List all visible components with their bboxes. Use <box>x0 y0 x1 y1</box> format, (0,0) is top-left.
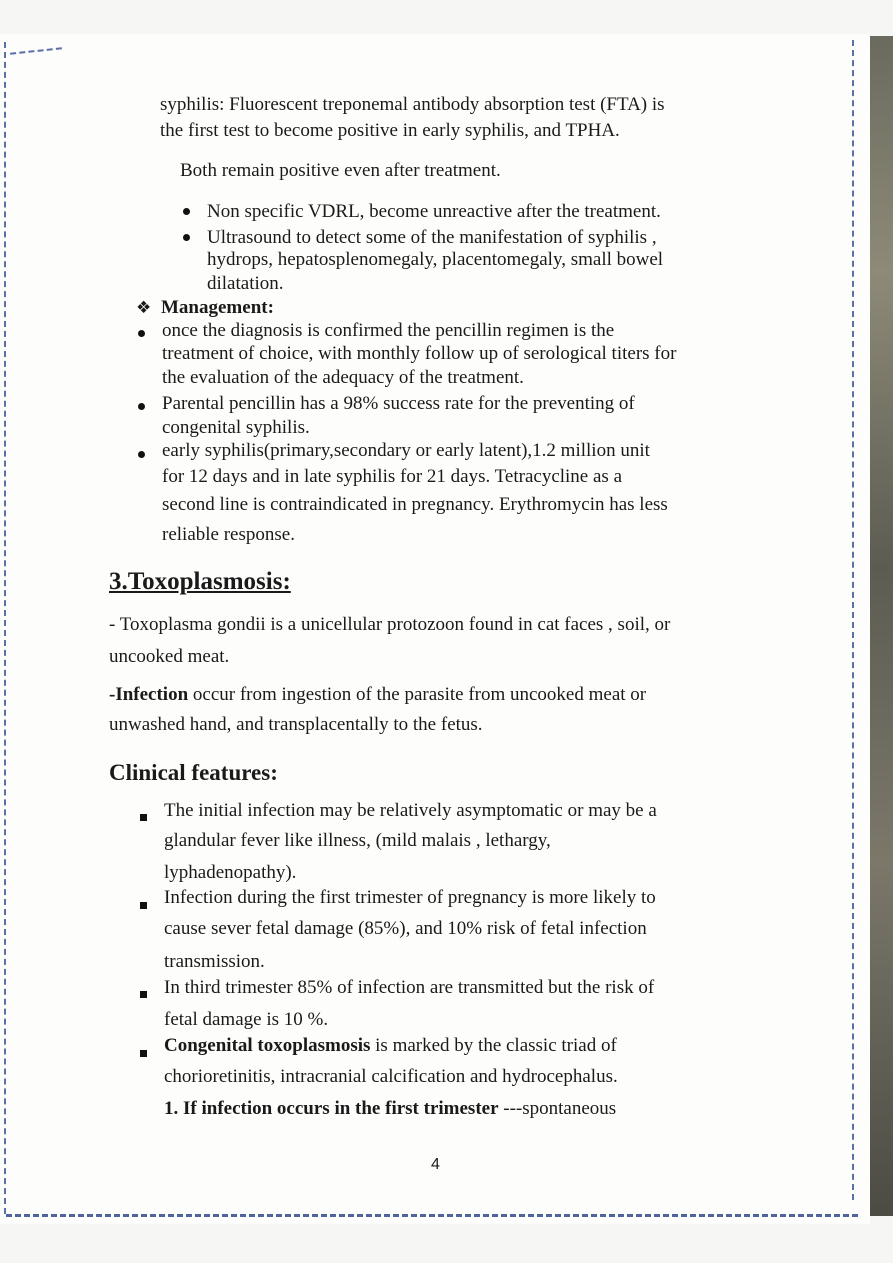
toxoplasmosis-heading: 3.Toxoplasmosis: <box>109 568 291 595</box>
syphilis-bullet-2-line-2: hydrops, hepatosplenomegaly, placentomegaly, small bowel <box>207 249 664 270</box>
bullet-square <box>140 902 147 909</box>
bullet-square <box>140 1050 147 1057</box>
management-bullet-2-line-2: congenital syphilis. <box>162 417 310 438</box>
clinical-bullet-3-line-1: In third trimester 85% of infection are transmitted but the risk of <box>164 977 655 998</box>
clinical-bullet-2-line-2: cause sever fetal damage (85%), and 10% risk of fetal infection <box>164 918 647 939</box>
management-bullet-1-line-3: the evaluation of the adequacy of the treatment. <box>162 367 524 388</box>
bullet-square <box>140 814 147 821</box>
toxo-infection-line-1 <box>109 684 646 706</box>
management-heading: Management: <box>161 297 274 318</box>
page-number: 4 <box>431 1156 440 1173</box>
congenital-toxoplasmosis-label: Congenital toxoplasmosis <box>164 1035 371 1056</box>
bullet-dot <box>138 330 145 337</box>
numbered-item-1 <box>164 1098 616 1120</box>
bullet-dot <box>183 234 190 241</box>
clinical-bullet-1-line-1: The initial infection may be relatively asymptomatic or may be a <box>164 800 657 821</box>
toxo-intro-line-1: - Toxoplasma gondii is a unicellular protozoon found in cat faces , soil, or <box>109 614 671 635</box>
syphilis-bullet-2-line-3: dilatation. <box>207 273 284 294</box>
clinical-bullet-1-line-3: lyphadenopathy). <box>164 862 297 883</box>
syphilis-bullet-1: Non specific VDRL, become unreactive after the treatment. <box>207 201 661 222</box>
congenital-toxoplasmosis-text: is marked by the classic triad of <box>370 1035 617 1056</box>
numbered-item-1-text: ---spontaneous <box>498 1098 617 1119</box>
management-bullet-1-line-1: once the diagnosis is confirmed the pencillin regimen is the <box>162 320 615 341</box>
management-bullet-3-line-2: for 12 days and in late syphilis for 21 days. Tetracycline as a <box>162 466 622 487</box>
management-bullet-3-line-3: second line is contraindicated in pregnancy. Erythromycin has less <box>162 494 668 515</box>
management-bullet-2-line-1: Parental pencillin has a 98% success rate for the preventing of <box>162 393 635 414</box>
clinical-bullet-1-line-2: glandular fever like illness, (mild malais , lethargy, <box>164 830 551 851</box>
clinical-bullet-2-line-3: transmission. <box>164 951 265 972</box>
bullet-dot <box>138 451 145 458</box>
clinical-bullet-2-line-1: Infection during the first trimester of pregnancy is more likely to <box>164 887 656 908</box>
toxo-intro-line-2: uncooked meat. <box>109 646 230 667</box>
infection-text: occur from ingestion of the parasite from uncooked meat or <box>188 684 647 705</box>
infection-bold-label: -Infection <box>109 684 189 705</box>
management-bullet-3-line-1: early syphilis(primary,secondary or early latent),1.2 million unit <box>162 440 650 461</box>
management-bullet-3-line-4: reliable response. <box>162 524 295 545</box>
syphilis-bullet-2-line-1: Ultrasound to detect some of the manifestation of syphilis , <box>207 227 657 248</box>
bullet-dot <box>183 208 190 215</box>
clinical-features-heading: Clinical features: <box>109 760 278 785</box>
syphilis-line-1: syphilis: Fluorescent treponemal antibody absorption test (FTA) is <box>160 94 665 115</box>
clinical-bullet-4-line-1 <box>164 1035 617 1057</box>
bullet-square <box>140 991 147 998</box>
syphilis-para-2: Both remain positive even after treatment. <box>180 160 501 181</box>
syphilis-line-2: the first test to become positive in early syphilis, and TPHA. <box>160 120 620 141</box>
bullet-dot <box>138 403 145 410</box>
diamond-bullet-icon: ❖ <box>136 298 152 318</box>
numbered-item-1-bold: 1. If infection occurs in the first trimester <box>164 1098 499 1119</box>
toxo-infection-line-2: unwashed hand, and transplacentally to the fetus. <box>109 714 483 735</box>
management-bullet-1-line-2: treatment of choice, with monthly follow up of serological titers for <box>162 343 677 364</box>
clinical-bullet-3-line-2: fetal damage is 10 %. <box>164 1009 329 1030</box>
clinical-bullet-4-line-2: chorioretinitis, intracranial calcification and hydrocephalus. <box>164 1066 618 1087</box>
